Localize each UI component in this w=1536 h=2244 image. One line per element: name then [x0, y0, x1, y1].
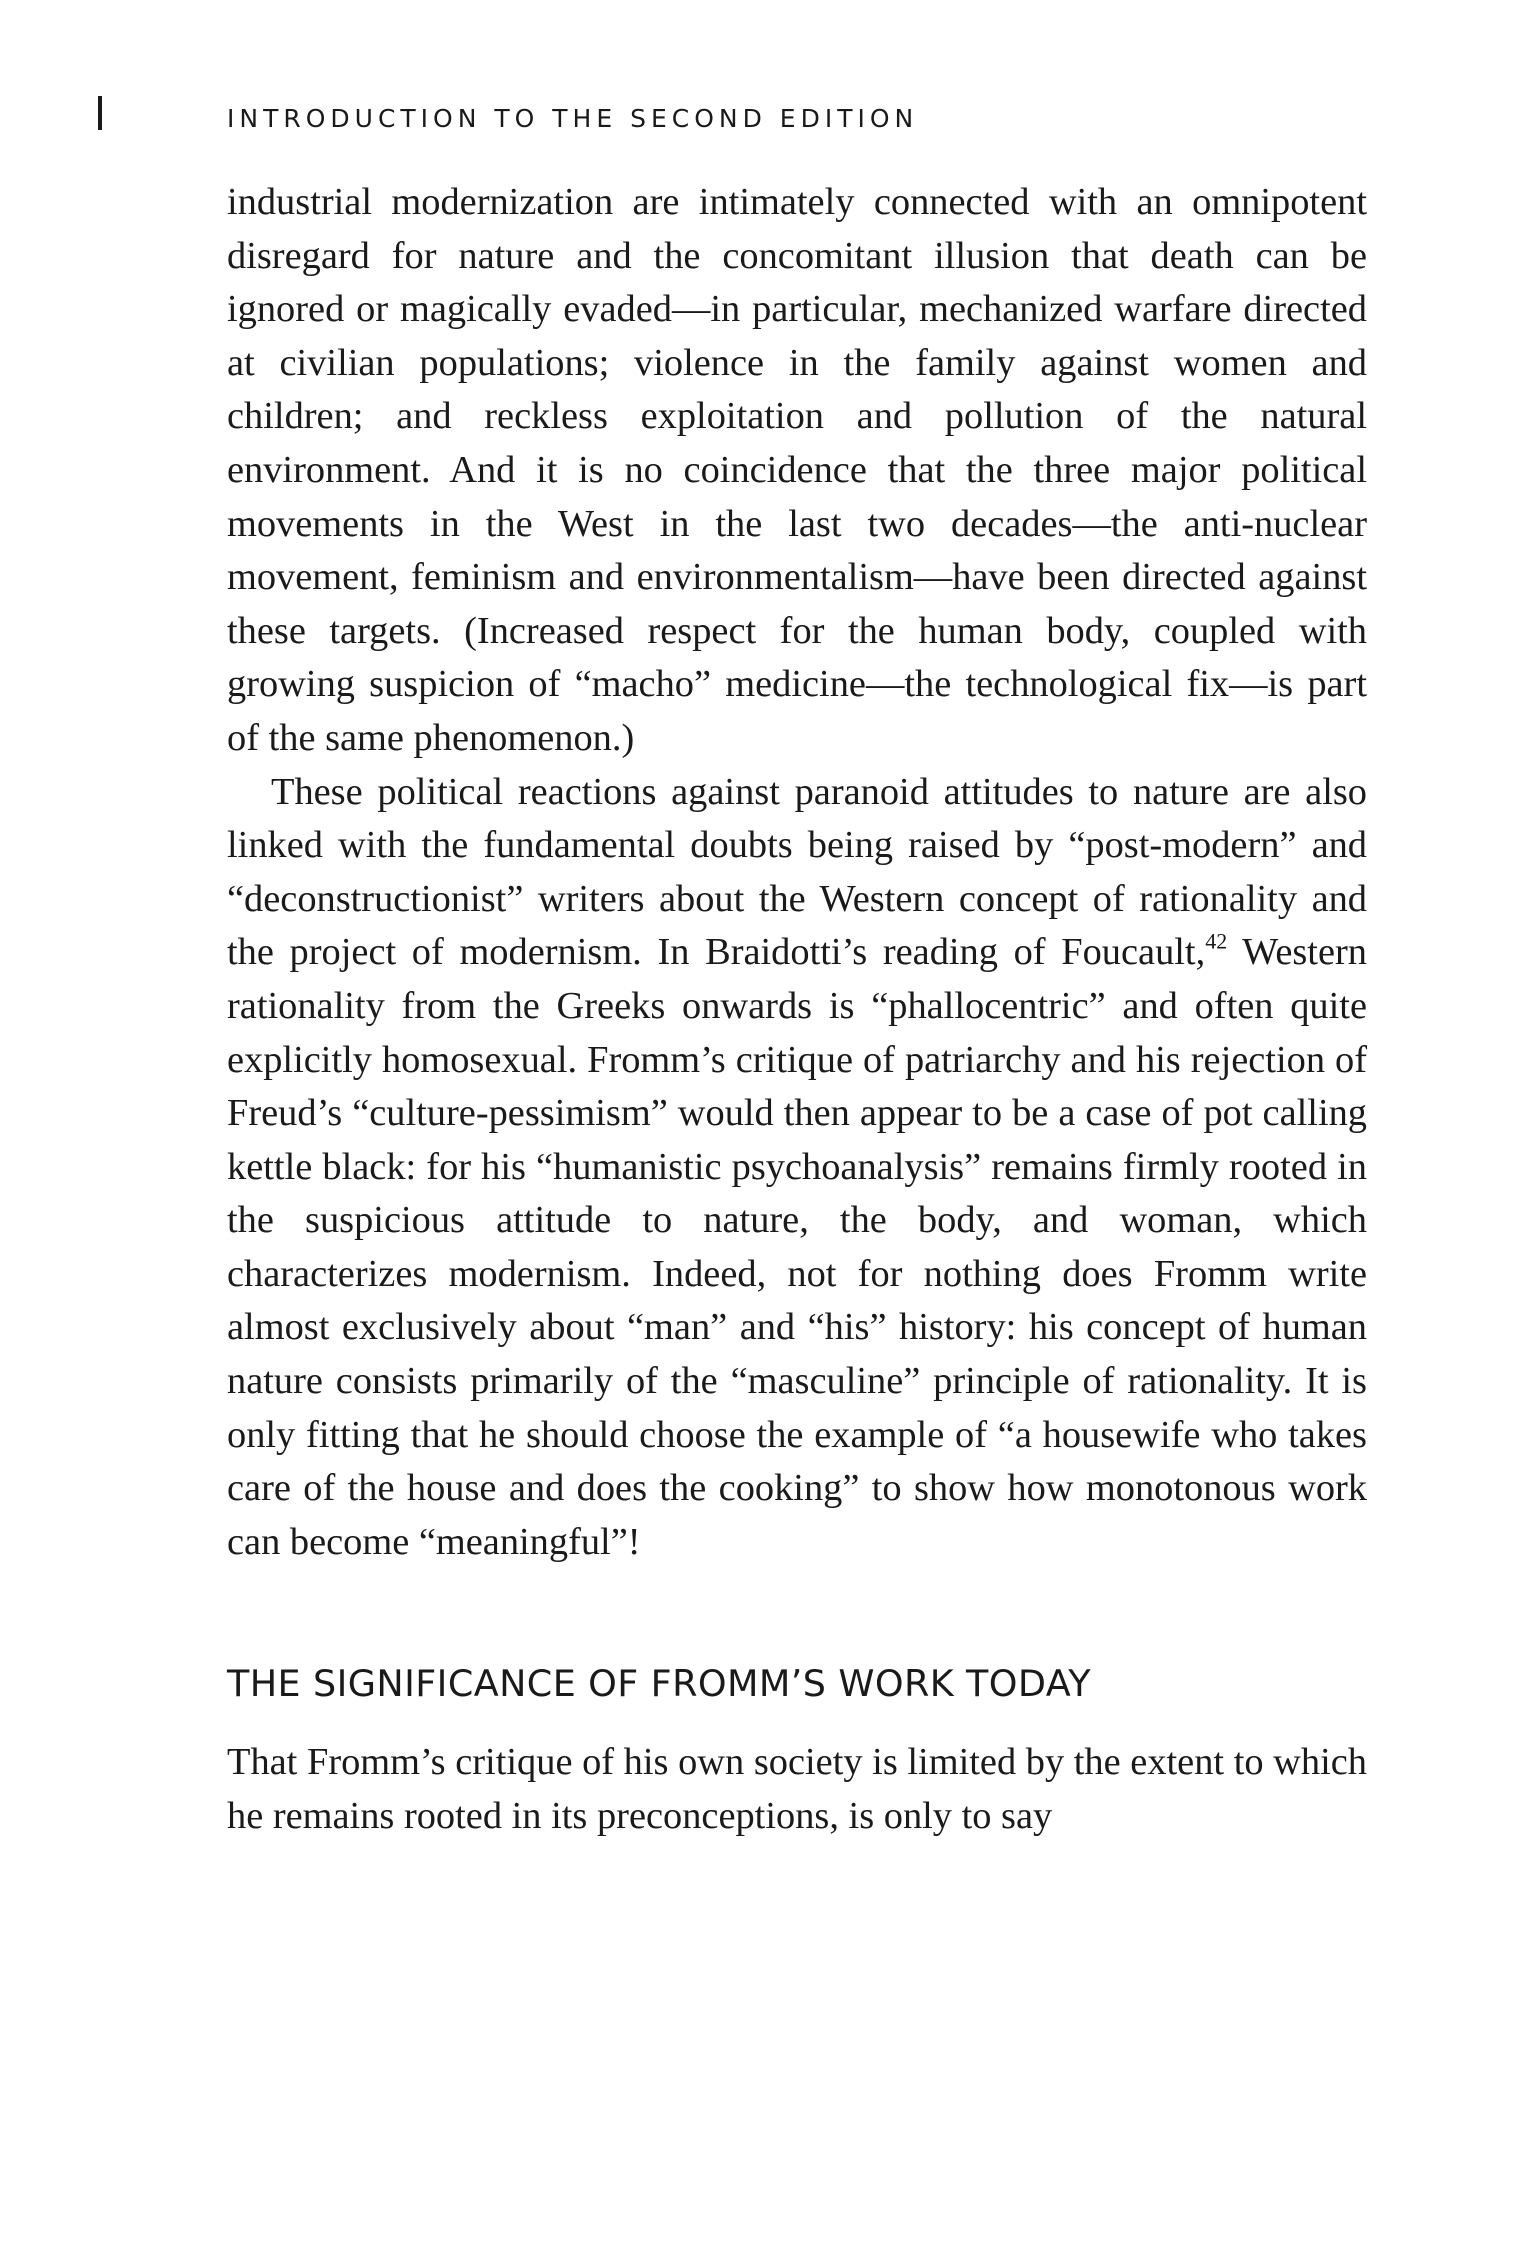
page-edge-mark: [98, 96, 102, 130]
paragraph-2-text-after-note: Western rationality from the Greeks onwards is “phallocentric” and often quite explicitly homosexual. Fromm’s critique of patriarchy and his rejection of Freud’s “culture-pessimism” would then appear to be a case of pot calling kettle black: for his “humanistic psychoanalysis” remains firmly rooted in the suspicious attitude to nature, the body, and woman, which characterizes modernism. Indeed, not for nothing does Fromm write almost exclusively about “man” and “his” history: his concept of human nature consists primarily of the “masculine” principle of rationality. It is only fitting that he should choose the example of “a housewife who takes care of the house and does the cooking” to show how monotonous work can become “meaningful”!: [227, 931, 1367, 1563]
section-heading: THE SIGNIFICANCE OF FROMM’S WORK TODAY: [227, 1662, 1091, 1706]
paragraph-3: That Fromm’s critique of his own society is limited by the extent to which he remains rooted in its preconceptions, is only to say: [227, 1741, 1367, 1838]
footnote-reference: 42: [1205, 928, 1228, 954]
running-head: INTRODUCTION TO THE SECOND EDITION: [227, 104, 919, 133]
paragraph-1: industrial modernization are intimately connected with an omnipotent disregard for nature and the concomitant illusion that death can be ignored or magically evaded—in particular, mechanized warfare directed at civilian populations; violence in the family against women and children; and reckless exploitation and pollution of the natural environment. And it is no coincidence that the three major political movements in the West in the last two decades—the anti-nuclear movement, feminism and environmentalism—have been directed against these targets. (Increased respect for the human body, coupled with growing suspicion of “macho” medicine—the technological fix—is part of the same phenomenon.): [227, 181, 1367, 759]
paragraph-2: [227, 766, 1367, 1570]
body-text: [227, 176, 1367, 1844]
paragraph-2-text-before-note: These political reactions against paranoid attitudes to nature are also linked with the fundamental doubts being raised by “post-modern” and “deconstructionist” writers about the Western concept of rationality and the project of modernism. In Braidotti’s reading of Foucault,: [227, 770, 1367, 974]
